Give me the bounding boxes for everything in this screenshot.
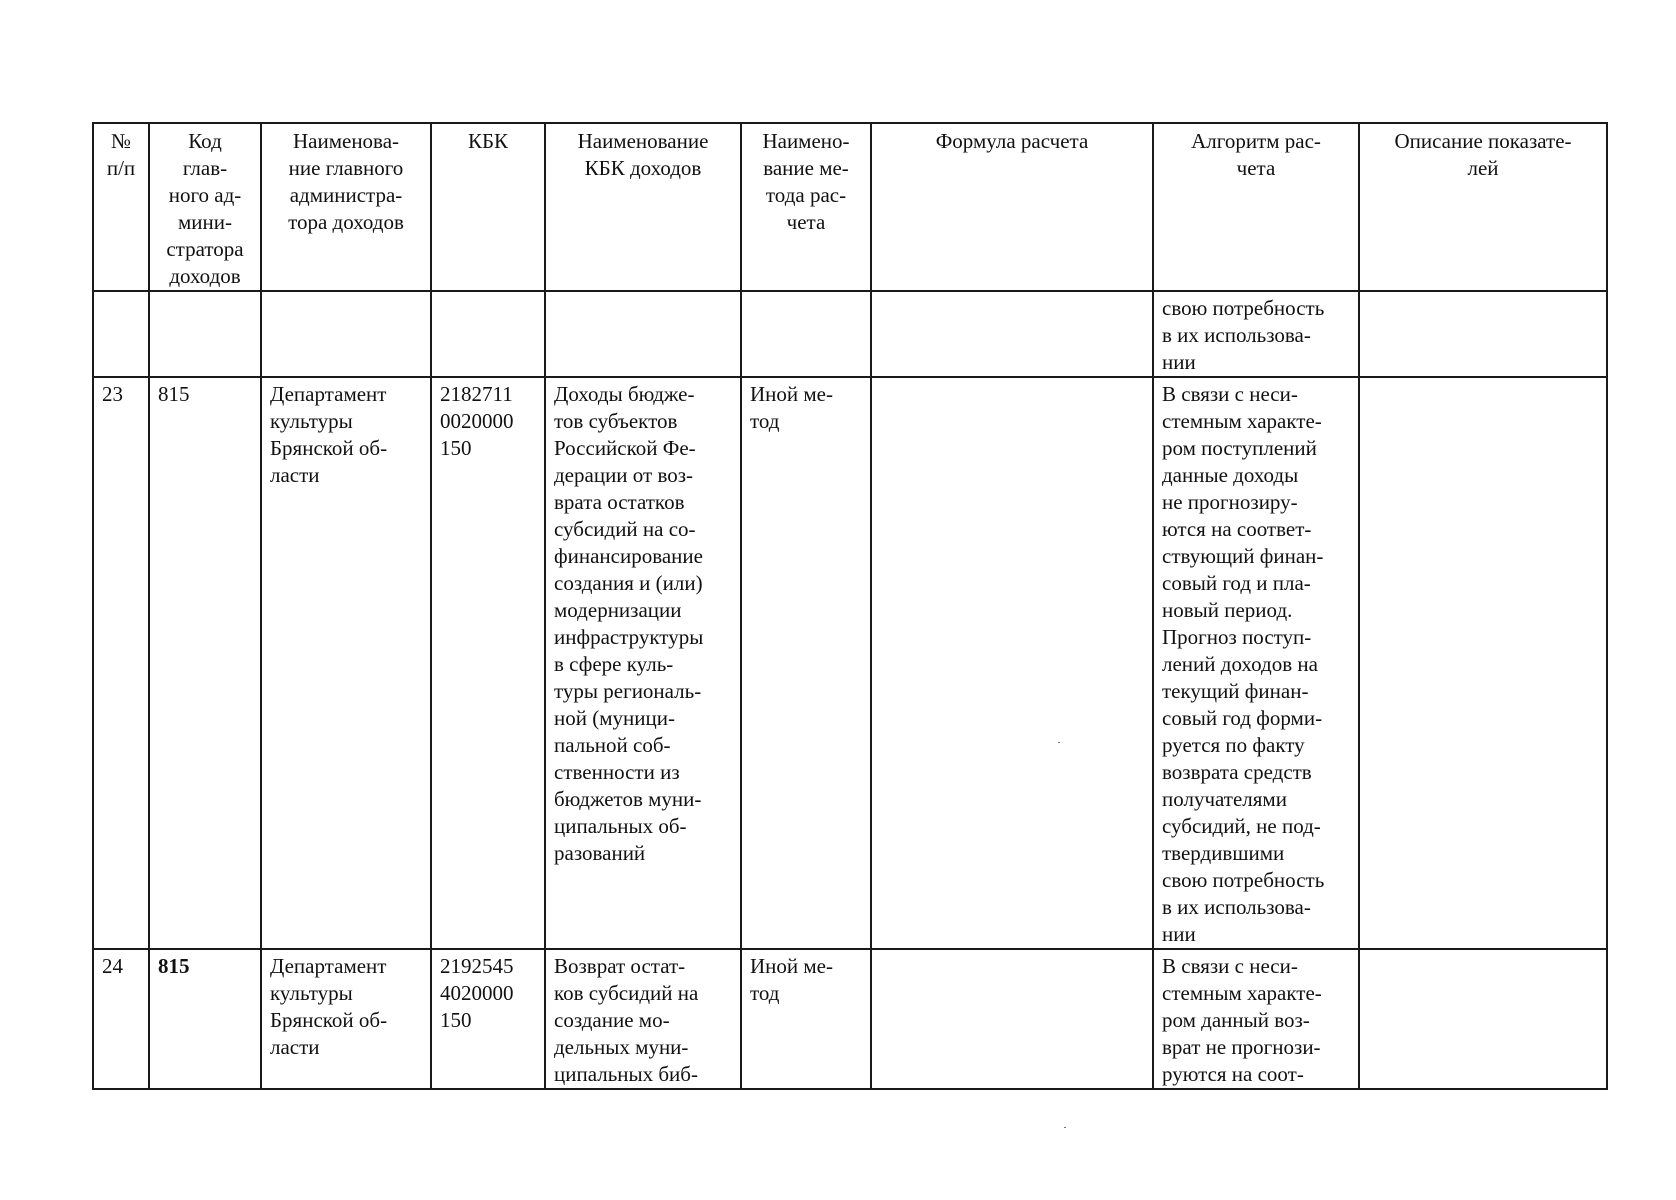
table-header-row bbox=[93, 123, 1607, 291]
cell-empty bbox=[93, 291, 149, 377]
cell-empty bbox=[1359, 291, 1607, 377]
cell-description bbox=[1359, 377, 1607, 949]
header-number: № п/п bbox=[93, 123, 149, 291]
cell-empty bbox=[545, 291, 741, 377]
cell-admin-name: Департамент культуры Брянской об- ласти bbox=[261, 949, 431, 1089]
cell-empty bbox=[149, 291, 261, 377]
cell-method: Иной ме- тод bbox=[741, 949, 871, 1089]
header-algorithm: Алгоритм рас- чета bbox=[1153, 123, 1359, 291]
cell-kbk-name: Доходы бюдже- тов субъектов Российской Фе- дерации от воз- врата остатков субсидий на со- финансирование создания и (или) модернизации инфраструктуры в сфере куль- туры региональ- ной (муници- пальной соб- ственности из бюджетов муни- ципальных об- разований bbox=[545, 377, 741, 949]
scan-speck bbox=[1058, 742, 1060, 743]
cell-description bbox=[1359, 949, 1607, 1089]
header-kbk: КБК bbox=[431, 123, 545, 291]
cell-empty bbox=[431, 291, 545, 377]
cell-empty bbox=[871, 291, 1153, 377]
header-admin-code: Код глав- ного ад- мини- стратора доходов bbox=[149, 123, 261, 291]
header-description: Описание показате- лей bbox=[1359, 123, 1607, 291]
cell-formula bbox=[871, 949, 1153, 1089]
cell-kbk-name: Возврат остат- ков субсидий на создание мо- дельных муни- ципальных биб- bbox=[545, 949, 741, 1089]
scan-speck bbox=[1064, 1127, 1066, 1128]
income-forecast-table bbox=[92, 122, 1608, 1090]
cell-admin-code: 815 bbox=[149, 949, 261, 1089]
cell-number: 23 bbox=[93, 377, 149, 949]
cell-kbk: 2182711 0020000 150 bbox=[431, 377, 545, 949]
table-row bbox=[93, 949, 1607, 1089]
cell-empty bbox=[741, 291, 871, 377]
cell-admin-name: Департамент культуры Брянской об- ласти bbox=[261, 377, 431, 949]
header-admin-name: Наименова- ние главного администра- тора доходов bbox=[261, 123, 431, 291]
header-formula: Формула расчета bbox=[871, 123, 1153, 291]
cell-algorithm: В связи с неси- стемным характе- ром данный воз- врат не прогнози- руются на соот- bbox=[1153, 949, 1359, 1089]
cell-empty bbox=[261, 291, 431, 377]
table-row bbox=[93, 377, 1607, 949]
cell-kbk: 2192545 4020000 150 bbox=[431, 949, 545, 1089]
header-method-name: Наимено- вание ме- тода рас- чета bbox=[741, 123, 871, 291]
cell-method: Иной ме- тод bbox=[741, 377, 871, 949]
cell-algorithm: свою потребность в их использова- нии bbox=[1153, 291, 1359, 377]
cell-admin-code: 815 bbox=[149, 377, 261, 949]
cell-number: 24 bbox=[93, 949, 149, 1089]
table-row-continuation bbox=[93, 291, 1607, 377]
header-kbk-name: Наименование КБК доходов bbox=[545, 123, 741, 291]
cell-algorithm: В связи с неси- стемным характе- ром поступлений данные доходы не прогнозиру- ются на соответ- ствующий финан- совый год и пла- новый период. Прогноз поступ- лений доходов на текущий финан- совый год форми- руется по факту возврата средств получателями субсидий, не под- твердившими свою потребность в их использова- нии bbox=[1153, 377, 1359, 949]
cell-formula bbox=[871, 377, 1153, 949]
